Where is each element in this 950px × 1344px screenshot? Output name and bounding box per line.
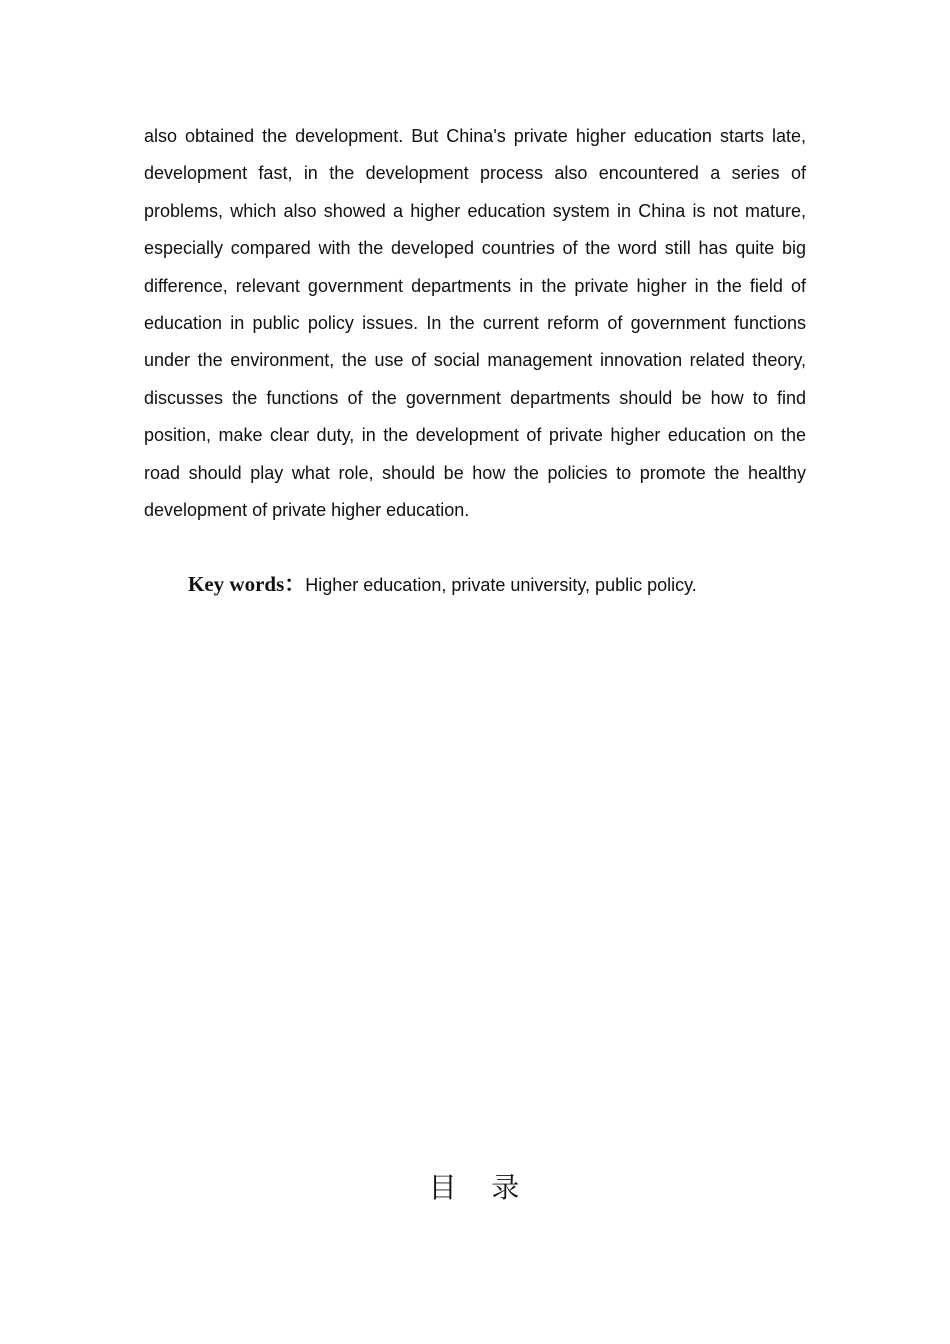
keywords-value: Higher education, private university, public policy. [305,575,697,595]
keywords-line [188,564,808,605]
keywords-label: Key words： [188,572,306,596]
abstract-body-text: also obtained the development. But China's private higher education starts late, development fast, in the development process also encountered a series of problems, which also showed a higher education system in China is not mature, especially compared with the developed countries of the word still has quite big difference, relevant government departments in the private higher in the field of education in public policy issues. In the current reform of government functions under the environment, the use of social management innovation related theory, discusses the functions of the government departments should be how to find position, make clear duty, in the development of private higher education on the road should play what role, should be how the policies to promote the healthy development of private higher education. [144,126,806,521]
table-of-contents-heading: 目 录 [428,1171,522,1204]
